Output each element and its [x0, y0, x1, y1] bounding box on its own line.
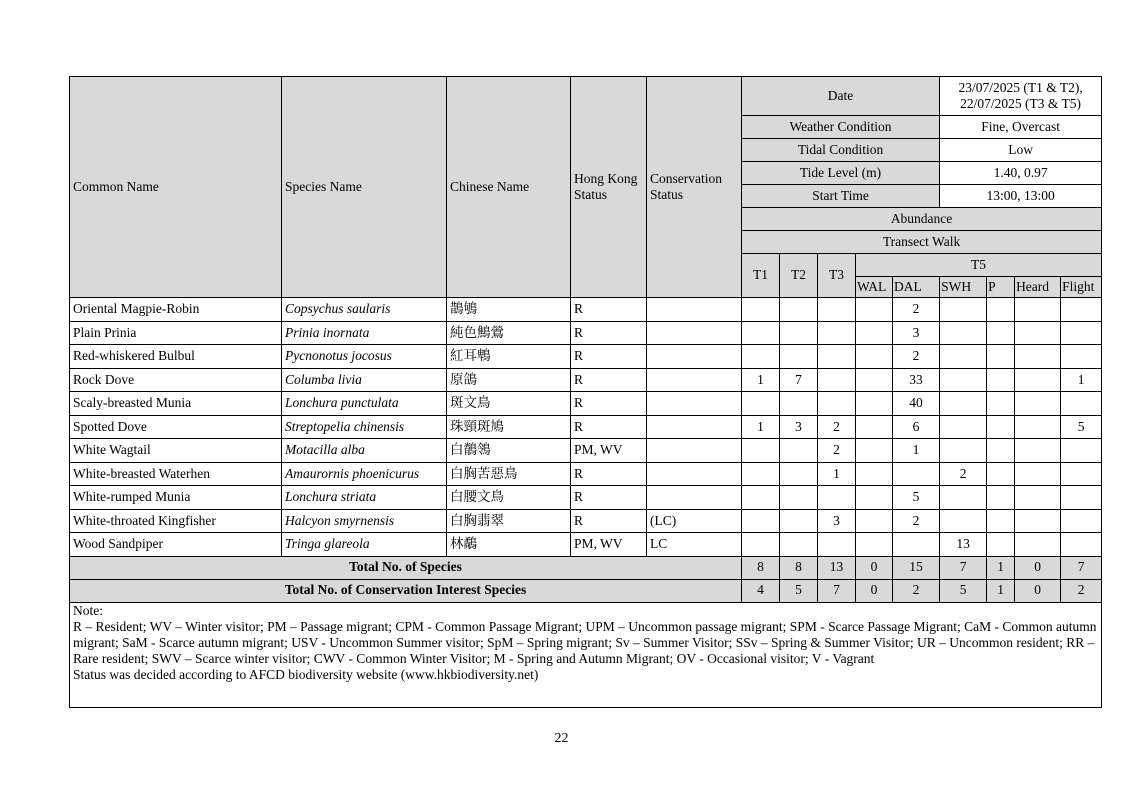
count-swh [940, 368, 987, 392]
notes-cell [70, 602, 1102, 707]
count-p [987, 298, 1015, 322]
chinese-name: 白鶺鴒 [447, 439, 571, 463]
count-heard [1015, 345, 1061, 369]
count-heard [1015, 462, 1061, 486]
count-wal [856, 298, 893, 322]
species-row [70, 486, 1102, 510]
note-legend: R – Resident; WV – Winter visitor; PM – Passage migrant; CPM - Common Passage Migrant; UPM – Uncommon passage migrant; SPM - Scarce Passage Migrant; CaM - Common autumn migrant; SaM - Scarce autumn migrant; USV - Uncommon Summer visitor; SpM – Spring migrant; Sv – Summer Visitor; SSv – Spring & Summer Visitor; UR – Uncommon resident; RR – Rare resident; SWV – Scarce winter visitor; CWV - Common Winter Visitor; M - Spring and Autumn Migrant; OV - Occasional visitor; V - Vagrant [73, 618, 1097, 667]
count-t3 [818, 392, 856, 416]
header-row-date [70, 77, 1102, 116]
count-swh [940, 321, 987, 345]
count-t2 [780, 533, 818, 557]
count-heard [1015, 298, 1061, 322]
count-flight [1061, 298, 1102, 322]
count-t3: 1 [818, 462, 856, 486]
count-t1 [742, 321, 780, 345]
count-wal [856, 321, 893, 345]
count-flight [1061, 486, 1102, 510]
common-name: White-throated Kingfisher [70, 509, 282, 533]
species-survey-table [69, 76, 1102, 708]
header-species-name: Species Name [282, 77, 447, 298]
weather-value: Fine, Overcast [940, 116, 1102, 139]
count-t3 [818, 486, 856, 510]
count-flight [1061, 321, 1102, 345]
total-species-t2: 8 [780, 556, 818, 579]
species-row [70, 368, 1102, 392]
total-species-row [70, 556, 1102, 579]
header-t2: T2 [780, 254, 818, 298]
count-dal: 2 [893, 345, 940, 369]
count-heard [1015, 392, 1061, 416]
count-dal: 3 [893, 321, 940, 345]
count-wal [856, 509, 893, 533]
header-hk-status: Hong Kong Status [571, 77, 647, 298]
header-common-name: Common Name [70, 77, 282, 298]
count-heard [1015, 533, 1061, 557]
hk-status: PM, WV [571, 439, 647, 463]
species-name: Prinia inornata [282, 321, 447, 345]
total-cons-t3: 7 [818, 579, 856, 602]
count-dal: 5 [893, 486, 940, 510]
hk-status: R [571, 368, 647, 392]
species-name: Streptopelia chinensis [282, 415, 447, 439]
header-p: P [987, 277, 1015, 298]
header-wal: WAL [856, 277, 893, 298]
count-p [987, 439, 1015, 463]
count-heard [1015, 509, 1061, 533]
header-t1: T1 [742, 254, 780, 298]
count-swh [940, 392, 987, 416]
count-wal [856, 439, 893, 463]
header-t5: T5 [856, 254, 1102, 277]
count-t2 [780, 392, 818, 416]
species-row [70, 509, 1102, 533]
conservation-status [647, 462, 742, 486]
hk-status: R [571, 392, 647, 416]
abundance-label: Abundance [742, 208, 1102, 231]
count-t3 [818, 321, 856, 345]
page-number: 22 [554, 731, 569, 746]
conservation-status [647, 415, 742, 439]
count-t2 [780, 509, 818, 533]
common-name: Rock Dove [70, 368, 282, 392]
count-t2 [780, 462, 818, 486]
conservation-status: LC [647, 533, 742, 557]
count-dal: 1 [893, 439, 940, 463]
count-p [987, 345, 1015, 369]
count-t1 [742, 439, 780, 463]
chinese-name: 純色鷦鶯 [447, 321, 571, 345]
count-t3 [818, 345, 856, 369]
total-species-t3: 13 [818, 556, 856, 579]
count-t3: 2 [818, 415, 856, 439]
hk-status: R [571, 462, 647, 486]
count-t1 [742, 392, 780, 416]
count-heard [1015, 321, 1061, 345]
total-species-swh: 7 [940, 556, 987, 579]
count-t3 [818, 533, 856, 557]
common-name: White-breasted Waterhen [70, 462, 282, 486]
count-swh [940, 415, 987, 439]
count-t1 [742, 509, 780, 533]
count-dal: 33 [893, 368, 940, 392]
hk-status: R [571, 509, 647, 533]
hk-status: R [571, 415, 647, 439]
count-swh [940, 439, 987, 463]
count-wal [856, 392, 893, 416]
count-wal [856, 415, 893, 439]
chinese-name: 珠頸斑鳩 [447, 415, 571, 439]
count-t2 [780, 345, 818, 369]
conservation-status [647, 321, 742, 345]
count-t1 [742, 298, 780, 322]
chinese-name: 白胸苦惡鳥 [447, 462, 571, 486]
count-wal [856, 345, 893, 369]
conservation-status [647, 368, 742, 392]
total-cons-flight: 2 [1061, 579, 1102, 602]
count-flight [1061, 439, 1102, 463]
common-name: Plain Prinia [70, 321, 282, 345]
count-dal [893, 533, 940, 557]
species-name: Pycnonotus jocosus [282, 345, 447, 369]
species-row [70, 533, 1102, 557]
species-name: Lonchura striata [282, 486, 447, 510]
count-swh: 2 [940, 462, 987, 486]
hk-status: R [571, 345, 647, 369]
common-name: White Wagtail [70, 439, 282, 463]
count-heard [1015, 486, 1061, 510]
species-row [70, 462, 1102, 486]
chinese-name: 白胸翡翠 [447, 509, 571, 533]
species-row [70, 439, 1102, 463]
chinese-name: 斑文鳥 [447, 392, 571, 416]
count-p [987, 415, 1015, 439]
count-flight [1061, 392, 1102, 416]
common-name: Oriental Magpie-Robin [70, 298, 282, 322]
header-conservation-status: Conservation Status [647, 77, 742, 298]
hk-status: R [571, 486, 647, 510]
header-swh: SWH [940, 277, 987, 298]
species-name: Tringa glareola [282, 533, 447, 557]
count-p [987, 533, 1015, 557]
total-species-flight: 7 [1061, 556, 1102, 579]
total-species-label: Total No. of Species [70, 556, 742, 579]
start-time-label: Start Time [742, 185, 940, 208]
count-wal [856, 486, 893, 510]
count-dal: 6 [893, 415, 940, 439]
date-label: Date [742, 77, 940, 116]
conservation-status [647, 439, 742, 463]
count-t1: 1 [742, 415, 780, 439]
count-flight [1061, 462, 1102, 486]
total-cons-t2: 5 [780, 579, 818, 602]
conservation-status [647, 345, 742, 369]
chinese-name: 白腰文鳥 [447, 486, 571, 510]
header-flight: Flight [1061, 277, 1102, 298]
species-name: Halcyon smyrnensis [282, 509, 447, 533]
species-name: Copsychus saularis [282, 298, 447, 322]
conservation-status [647, 392, 742, 416]
count-t2: 7 [780, 368, 818, 392]
count-swh [940, 486, 987, 510]
total-species-p: 1 [987, 556, 1015, 579]
species-row [70, 345, 1102, 369]
total-species-heard: 0 [1015, 556, 1061, 579]
total-cons-dal: 2 [893, 579, 940, 602]
count-wal [856, 368, 893, 392]
count-p [987, 321, 1015, 345]
total-species-t1: 8 [742, 556, 780, 579]
count-flight [1061, 533, 1102, 557]
count-dal: 2 [893, 509, 940, 533]
tide-level-label: Tide Level (m) [742, 162, 940, 185]
count-dal: 40 [893, 392, 940, 416]
count-t2 [780, 486, 818, 510]
weather-label: Weather Condition [742, 116, 940, 139]
species-name: Amaurornis phoenicurus [282, 462, 447, 486]
header-t3: T3 [818, 254, 856, 298]
notes-row [70, 602, 1102, 707]
note-title: Note: [73, 602, 103, 618]
count-t2 [780, 439, 818, 463]
count-dal: 2 [893, 298, 940, 322]
total-cons-swh: 5 [940, 579, 987, 602]
count-heard [1015, 368, 1061, 392]
count-t3: 3 [818, 509, 856, 533]
count-flight [1061, 509, 1102, 533]
total-cons-wal: 0 [856, 579, 893, 602]
species-rows [70, 298, 1102, 557]
date-value: 23/07/2025 (T1 & T2), 22/07/2025 (T3 & T5) [940, 77, 1102, 116]
tide-level-value: 1.40, 0.97 [940, 162, 1102, 185]
total-conservation-row [70, 579, 1102, 602]
header-chinese-name: Chinese Name [447, 77, 571, 298]
tidal-value: Low [940, 139, 1102, 162]
hk-status: R [571, 321, 647, 345]
count-p [987, 486, 1015, 510]
species-name: Lonchura punctulata [282, 392, 447, 416]
chinese-name: 原鴿 [447, 368, 571, 392]
hk-status: R [571, 298, 647, 322]
species-row [70, 415, 1102, 439]
count-t2: 3 [780, 415, 818, 439]
count-t1 [742, 533, 780, 557]
count-flight [1061, 345, 1102, 369]
conservation-status: (LC) [647, 509, 742, 533]
count-swh [940, 345, 987, 369]
count-t3 [818, 298, 856, 322]
count-heard [1015, 415, 1061, 439]
note-source: Status was decided according to AFCD biodiversity website (www.hkbiodiversity.net) [73, 667, 539, 683]
common-name: Scaly-breasted Munia [70, 392, 282, 416]
count-flight: 1 [1061, 368, 1102, 392]
count-p [987, 509, 1015, 533]
count-p [987, 392, 1015, 416]
species-name: Columba livia [282, 368, 447, 392]
common-name: Red-whiskered Bulbul [70, 345, 282, 369]
count-swh [940, 509, 987, 533]
count-p [987, 462, 1015, 486]
count-t1: 1 [742, 368, 780, 392]
common-name: Spotted Dove [70, 415, 282, 439]
common-name: White-rumped Munia [70, 486, 282, 510]
species-row [70, 298, 1102, 322]
tidal-label: Tidal Condition [742, 139, 940, 162]
count-p [987, 368, 1015, 392]
species-row [70, 321, 1102, 345]
total-species-dal: 15 [893, 556, 940, 579]
count-wal [856, 533, 893, 557]
header-dal: DAL [893, 277, 940, 298]
species-row [70, 392, 1102, 416]
count-dal [893, 462, 940, 486]
chinese-name: 紅耳鵯 [447, 345, 571, 369]
total-cons-p: 1 [987, 579, 1015, 602]
count-t2 [780, 298, 818, 322]
count-heard [1015, 439, 1061, 463]
total-cons-t1: 4 [742, 579, 780, 602]
total-cons-heard: 0 [1015, 579, 1061, 602]
count-t1 [742, 486, 780, 510]
count-t1 [742, 345, 780, 369]
species-name: Motacilla alba [282, 439, 447, 463]
total-conservation-label: Total No. of Conservation Interest Species [70, 579, 742, 602]
header-heard: Heard [1015, 277, 1061, 298]
chinese-name: 林鷸 [447, 533, 571, 557]
hk-status: PM, WV [571, 533, 647, 557]
conservation-status [647, 298, 742, 322]
count-swh: 13 [940, 533, 987, 557]
count-t1 [742, 462, 780, 486]
count-t2 [780, 321, 818, 345]
start-time-value: 13:00, 13:00 [940, 185, 1102, 208]
conservation-status [647, 486, 742, 510]
transect-walk-label: Transect Walk [742, 231, 1102, 254]
count-swh [940, 298, 987, 322]
count-wal [856, 462, 893, 486]
count-t3 [818, 368, 856, 392]
total-species-wal: 0 [856, 556, 893, 579]
common-name: Wood Sandpiper [70, 533, 282, 557]
count-flight: 5 [1061, 415, 1102, 439]
count-t3: 2 [818, 439, 856, 463]
chinese-name: 鵲鴝 [447, 298, 571, 322]
